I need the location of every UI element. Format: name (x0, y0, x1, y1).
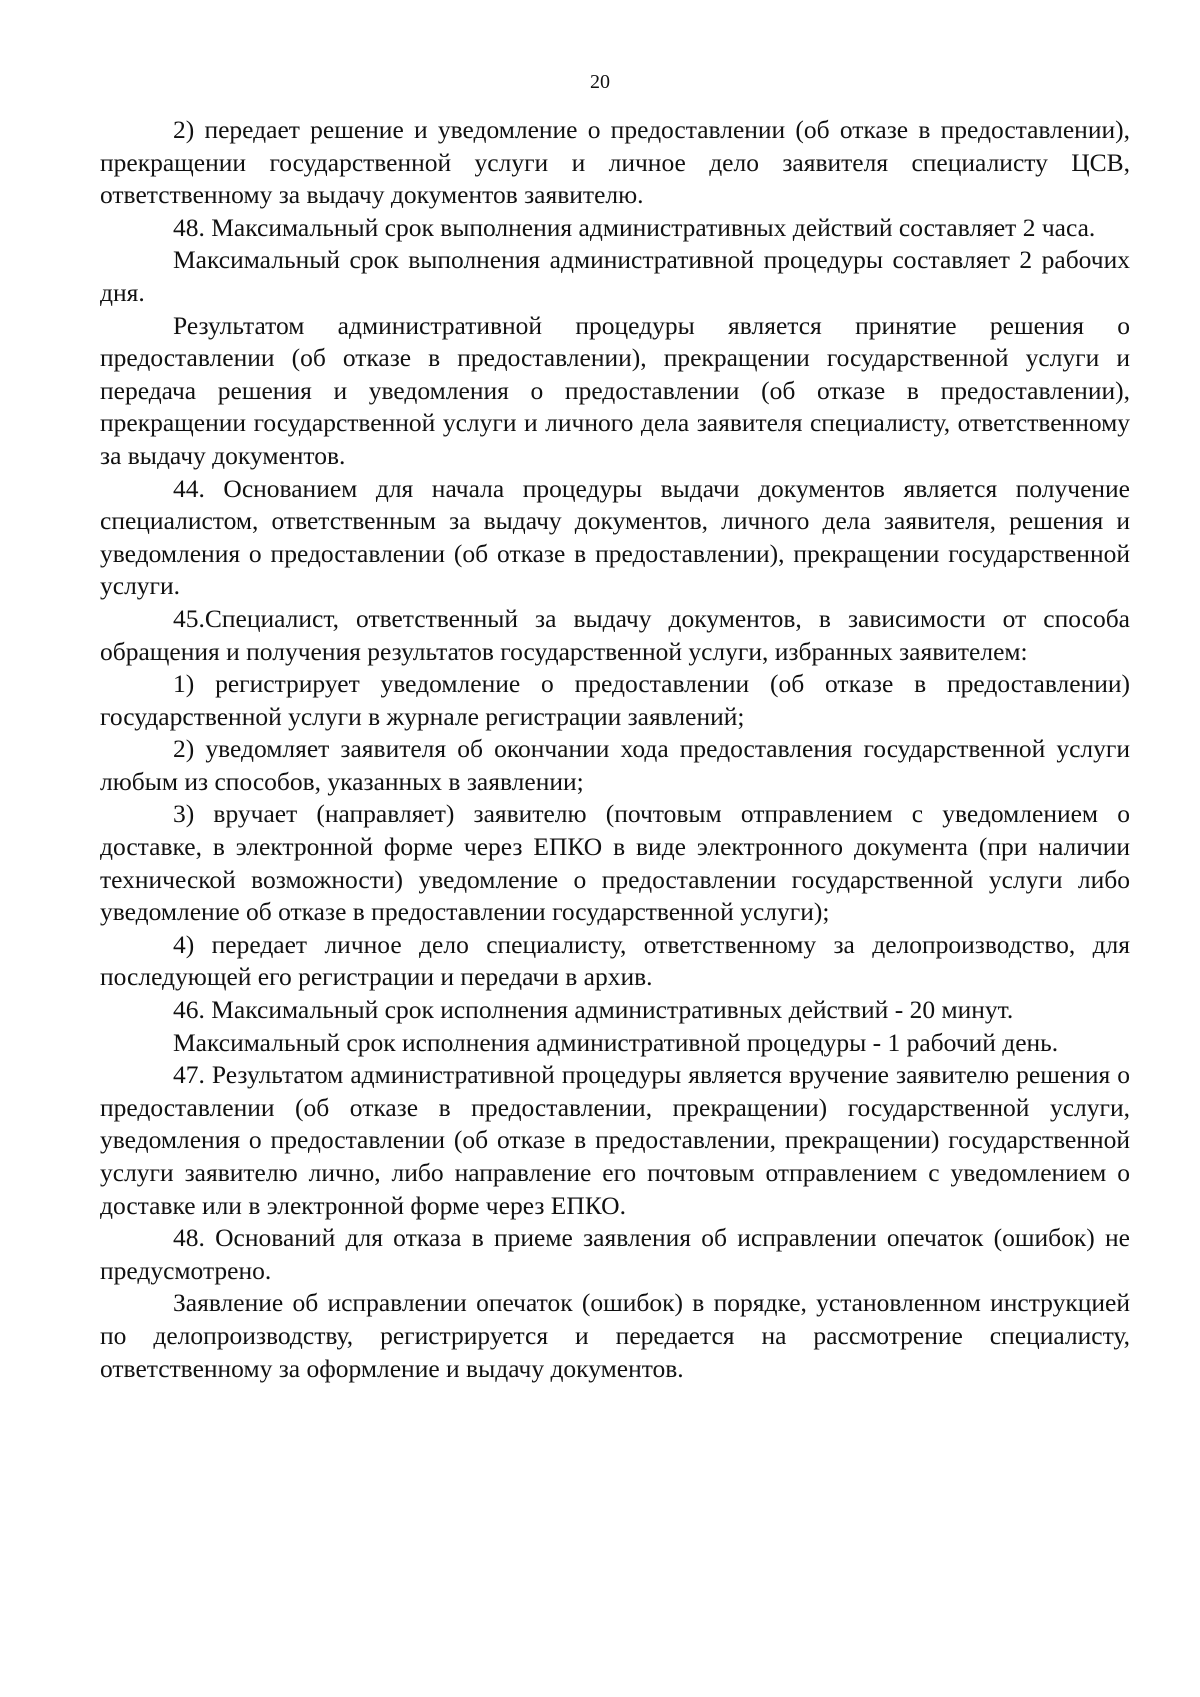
page-number: 20 (590, 71, 610, 93)
paragraph-46-max-action-time: 46. Максимальный срок исполнения административных действий - 20 минут. (173, 995, 1014, 1025)
paragraph-max-procedure-time: Максимальный срок выполнения административной процедуры составляет 2 рабочих дня. (100, 245, 1130, 307)
paragraph-44-grounds: 44. Основанием для начала процедуры выдачи документов является получение специалистом, ответственным за выдачу документов, личного дела заявителя, решения и уведомления о предоставлении (об отказе в предоставлении), прекращении государственной услуги. (100, 473, 1130, 601)
paragraph-correction-request: Заявление об исправлении опечаток (ошибок) в порядке, установленном инструкцией по делопроизводству, регистрируется и передается на рассмотрение специалисту, ответственному за оформление и выдачу документов. (100, 1288, 1130, 1383)
paragraph-item-2-transfer-decision: 2) передает решение и уведомление о предоставлении (об отказе в предоставлении), прекращении государственной услуги и личное дело заявителя специалисту ЦСВ, ответственному за выдачу документов заявителю. (100, 115, 1130, 210)
paragraph-47-result: 47. Результатом административной процедуры является вручение заявителю решения о предоставлении (об отказе в предоставлении, прекращении) государственной услуги, уведомления о предоставлении (об отказе в предоставлении, прекращении) государственной услуги заявителю лично, либо направление его почтовым отправлением с уведомлением о доставке или в электронной форме через ЕПКО. (100, 1060, 1130, 1220)
paragraph-45-specialist: 45.Специалист, ответственный за выдачу документов, в зависимости от способа обращения и получения результатов государственной услуги, избранных заявителем: (100, 603, 1130, 666)
document-body (100, 114, 1130, 1385)
paragraph-procedure-result: Результатом административной процедуры является принятие решения о предоставлении (об отказе в предоставлении), прекращении государственной услуги и передача решения и уведомления о предоставлении (об отказе в предоставлении), прекращении государственной услуги и личного дела заявителя специалисту, ответственному за выдачу документов. (100, 310, 1130, 470)
paragraph-item-2-notify: 2) уведомляет заявителя об окончании хода предоставления государственной услуги любым из способов, указанных в заявлении; (100, 734, 1130, 796)
paragraph-48-no-refusal: 48. Оснований для отказа в приеме заявления об исправлении опечаток (ошибок) не предусмотрено. (100, 1223, 1130, 1285)
paragraph-max-procedure-time-2: Максимальный срок исполнения административной процедуры - 1 рабочий день. (173, 1027, 1059, 1057)
paragraph-item-3-deliver: 3) вручает (направляет) заявителю (почтовым отправлением с уведомлением о доставке, в электронной форме через ЕПКО в виде электронного документа (при наличии технической возможности) уведомление о предоставлении государственной услуги либо уведомление об отказе в предоставлении государственной услуги); (100, 799, 1130, 927)
paragraph-item-4-archive: 4) передает личное дело специалисту, ответственному за делопроизводство, для последующей его регистрации и передачи в архив. (100, 929, 1130, 992)
paragraph-48-max-action-time: 48. Максимальный срок выполнения административных действий составляет 2 часа. (173, 212, 1096, 242)
paragraph-item-1-register: 1) регистрирует уведомление о предоставлении (об отказе в предоставлении) государственной услуги в журнале регистрации заявлений; (100, 669, 1130, 731)
